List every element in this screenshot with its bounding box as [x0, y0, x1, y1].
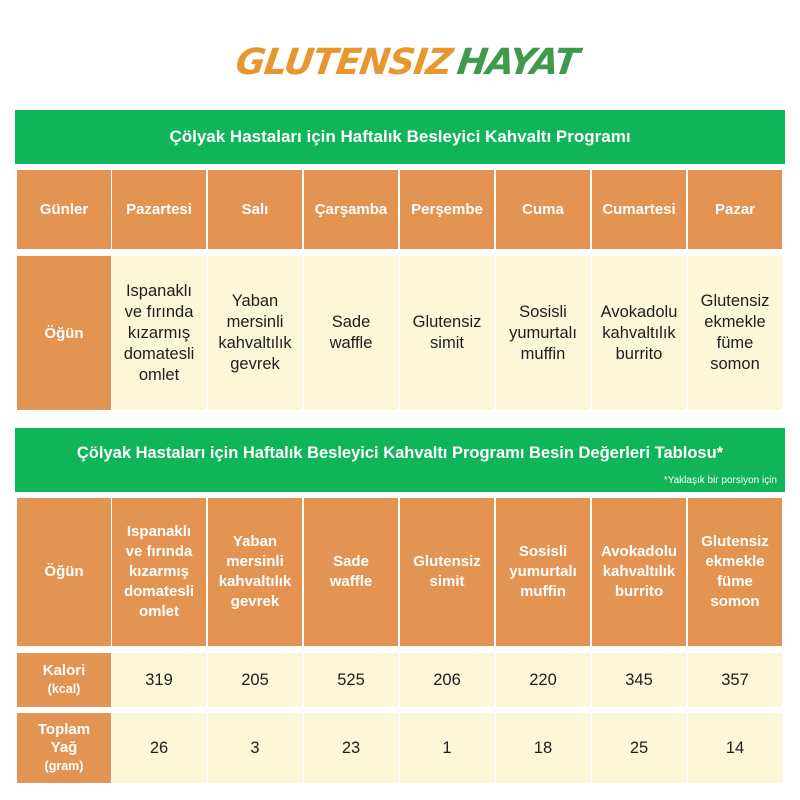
nutrition-meal-name-line: omlet	[138, 603, 179, 620]
nutrition-title: Çölyak Hastaları için Haftalık Besleyici Kahvaltı Programı Besin Değerleri Tablosu*	[76, 444, 724, 462]
nutrition-meal-name-line: Glutensiz	[701, 533, 769, 550]
meal-name-line: ve fırında	[124, 302, 194, 321]
day-name: Salı	[241, 201, 269, 218]
nutrition-meal-name	[330, 552, 373, 592]
brand-wordmark	[233, 42, 581, 83]
day-header-cell	[400, 170, 494, 249]
nutrition-footnote: *Yaklaşık bir porsiyon için	[663, 475, 777, 486]
fat-value: 25	[629, 738, 649, 757]
nutrition-meal-name	[219, 532, 292, 612]
meal-name	[601, 302, 678, 365]
calories-cell	[592, 653, 686, 707]
nutrition-meal-name-line: Glutensiz	[413, 553, 481, 570]
nutrition-meal-header-cell	[112, 498, 206, 646]
meal-name-line: kahvaltılık	[218, 334, 292, 352]
meal-name-line: Glutensiz	[412, 313, 482, 331]
nutrition-meal-name-line: kahvaltılık	[602, 563, 676, 580]
calories-value: 525	[337, 670, 365, 689]
day-header-cell	[688, 170, 782, 249]
nutrition-meal-name	[413, 552, 481, 592]
days-label: Günler	[39, 201, 89, 218]
calories-row-label	[17, 653, 111, 707]
meal-name-line: domatesli	[123, 344, 195, 363]
calories-cell	[688, 653, 782, 707]
meal-name-line: Ispanaklı	[125, 281, 193, 300]
day-name: Pazartesi	[126, 201, 192, 218]
nutrition-meal-label: Öğün	[44, 563, 84, 580]
meal-name-line: simit	[430, 334, 464, 352]
meal-name-line: Sade	[331, 313, 371, 331]
day-header-cell	[208, 170, 302, 249]
fat-label-line2: Yağ	[50, 739, 78, 756]
nutrition-meal-name-line: kızarmış	[128, 563, 190, 580]
fat-value: 14	[725, 738, 745, 757]
day-header-cell	[304, 170, 398, 249]
fat-value: 18	[533, 738, 553, 757]
calories-value: 319	[145, 670, 173, 689]
fat-cell	[400, 713, 494, 783]
nutrition-meal-row-label	[17, 498, 111, 646]
nutrition-meal-name-line: kahvaltılık	[218, 573, 292, 590]
fat-cell	[688, 713, 782, 783]
meal-name-line: waffle	[329, 334, 373, 352]
meal-label: Öğün	[44, 324, 84, 342]
nutrition-meal-name-line: Sosisli	[518, 543, 568, 560]
meal-name-line: mersinli	[226, 313, 284, 331]
meal-name-line: Yaban	[231, 292, 279, 310]
day-name: Cumartesi	[602, 201, 676, 218]
fat-value: 1	[442, 738, 452, 757]
nutrition-meal-name-line: somon	[710, 593, 760, 610]
day-name: Cuma	[522, 201, 564, 218]
meal-name-line: muffin	[520, 344, 566, 363]
schedule-title: Çölyak Hastaları için Haftalık Besleyici Kahvaltı Programı	[169, 127, 631, 146]
day-header-cell	[592, 170, 686, 249]
nutrition-meal-name-line: ve fırında	[125, 543, 193, 560]
schedule-title-banner	[15, 110, 785, 164]
nutrition-meal-name-line: yumurtalı	[509, 563, 577, 580]
days-header-label	[17, 170, 111, 249]
meal-row-label	[17, 256, 111, 410]
meal-name-line: kızarmış	[127, 323, 191, 342]
meal-name-line: gevrek	[230, 355, 280, 373]
nutrition-meal-header-cell	[208, 498, 302, 646]
meal-name-line: Avokadolu	[600, 302, 678, 321]
meal-cell	[496, 256, 590, 410]
day-header-cell	[496, 170, 590, 249]
meal-cell	[400, 256, 494, 410]
meal-name-line: yumurtalı	[509, 323, 577, 342]
calories-cell	[304, 653, 398, 707]
nutrition-meal-header-cell	[592, 498, 686, 646]
fat-unit: (gram)	[44, 759, 84, 773]
nutrition-meal-header-cell	[400, 498, 494, 646]
brand-logo	[232, 30, 581, 94]
nutrition-meal-name-line: mersinli	[226, 553, 284, 570]
calories-value: 206	[433, 670, 461, 689]
meal-name	[509, 302, 577, 365]
fat-cell	[112, 713, 206, 783]
meal-cell	[112, 256, 206, 410]
nutrition-meal-name-line: muffin	[520, 583, 566, 600]
nutrition-meal-header-cell	[496, 498, 590, 646]
nutrition-meal-name	[701, 532, 769, 612]
nutrition-meal-name-line: Sade	[333, 553, 369, 570]
calories-value: 357	[721, 670, 749, 689]
nutrition-meal-name-line: waffle	[329, 573, 373, 590]
calories-value: 205	[241, 670, 269, 689]
nutrition-meal-name-line: Avokadolu	[600, 543, 678, 560]
meal-cell	[304, 256, 398, 410]
meal-name-line: Glutensiz	[700, 292, 770, 310]
calories-cell	[112, 653, 206, 707]
calories-value: 345	[625, 670, 653, 689]
meal-name	[413, 312, 482, 354]
day-name: Perşembe	[411, 201, 483, 218]
nutrition-meal-name-line: Yaban	[232, 533, 278, 550]
meal-name-line: somon	[710, 355, 760, 373]
nutrition-meal-name	[124, 522, 194, 622]
meal-name-line: burrito	[615, 344, 663, 363]
meal-name	[124, 281, 195, 386]
calories-unit: (kcal)	[47, 682, 81, 696]
day-name: Pazar	[714, 201, 756, 218]
fat-cell	[496, 713, 590, 783]
calories-value: 220	[529, 670, 557, 689]
meal-name-line: kahvaltılık	[602, 323, 676, 342]
fat-cell	[208, 713, 302, 783]
fat-label-line1: Toplam	[37, 721, 91, 738]
brand-name-part2: HAYAT	[454, 41, 581, 83]
nutrition-meal-name-line: gevrek	[230, 593, 280, 610]
brand-name-part1: GLUTENSIZ	[233, 41, 455, 83]
nutrition-meal-name-line: domatesli	[123, 583, 195, 600]
nutrition-meal-name-line: ekmekle	[705, 553, 765, 570]
meal-name	[330, 312, 373, 354]
calories-cell	[208, 653, 302, 707]
nutrition-meal-header-cell	[304, 498, 398, 646]
nutrition-meal-name-line: Ispanaklı	[126, 523, 192, 540]
meal-cell	[208, 256, 302, 410]
meal-cell	[592, 256, 686, 410]
fat-value: 26	[149, 738, 169, 757]
meal-name-line: füme	[716, 334, 754, 352]
meal-name	[218, 291, 291, 375]
day-header-cell	[112, 170, 206, 249]
meal-name	[701, 291, 770, 375]
nutrition-meal-name	[509, 542, 577, 602]
fat-cell	[592, 713, 686, 783]
calories-cell	[496, 653, 590, 707]
meal-cell	[688, 256, 782, 410]
nutrition-meal-name-line: simit	[429, 573, 465, 590]
nutrition-meal-name	[601, 542, 677, 602]
fat-value: 3	[250, 738, 260, 757]
meal-name-line: ekmekle	[704, 313, 766, 331]
nutrition-title-banner	[15, 428, 785, 492]
fat-cell	[304, 713, 398, 783]
nutrition-meal-header-cell	[688, 498, 782, 646]
nutrition-meal-name-line: füme	[717, 573, 753, 590]
fat-row-label	[17, 713, 111, 783]
meal-name-line: Sosisli	[519, 302, 567, 321]
calories-cell	[400, 653, 494, 707]
day-name: Çarşamba	[314, 201, 388, 218]
meal-name-line: omlet	[138, 365, 180, 384]
fat-value: 23	[341, 738, 361, 757]
calories-label: Kalori	[42, 662, 86, 679]
nutrition-meal-name-line: burrito	[614, 583, 664, 600]
